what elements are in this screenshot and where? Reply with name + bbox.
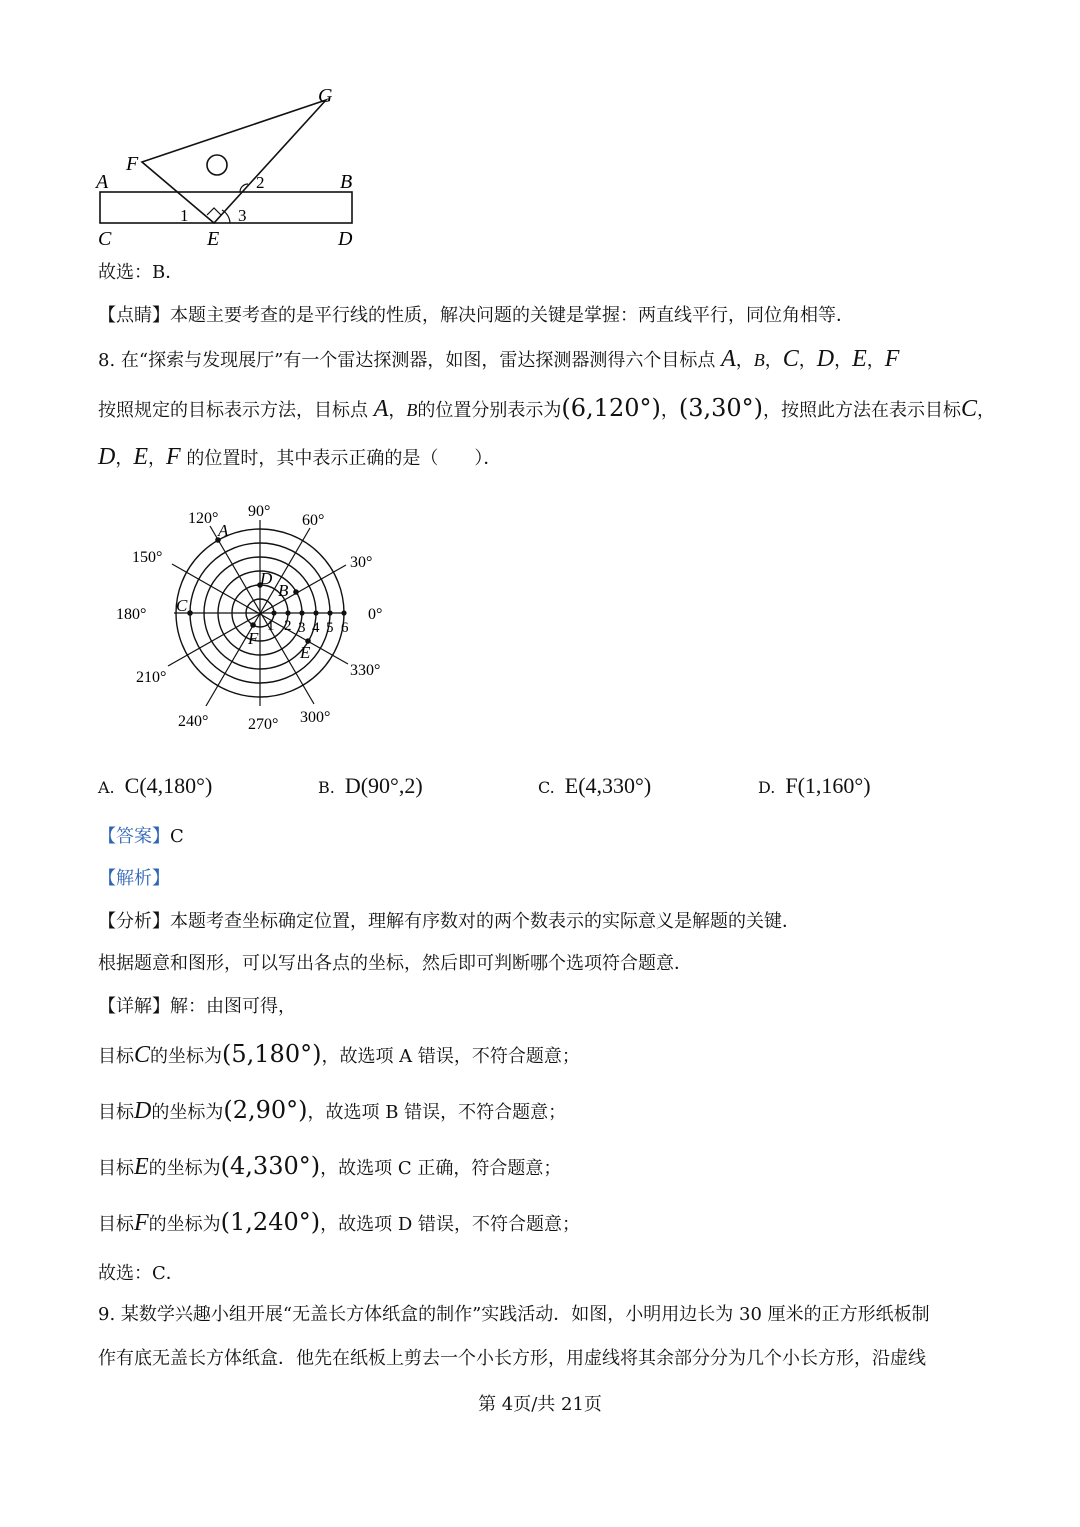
analysis-choice: 故选：C． [98, 1263, 184, 1284]
angle-150: 150° [132, 549, 163, 566]
item-e-pre: 目标 [98, 1158, 134, 1179]
strip-rectangle [100, 192, 352, 223]
label-G: G [318, 85, 333, 107]
item-d-pre: 目标 [98, 1102, 134, 1123]
parallel-lines-figure [90, 80, 380, 255]
dot-ring-3 [299, 610, 304, 615]
ring-label-1: 1 [267, 618, 275, 634]
point-C-ref: C [961, 396, 978, 422]
point-E-ref: E [133, 444, 149, 470]
q8-line-2: 按照规定的目标表示方法，目标点 A，B的位置分别表示为(6,120°)，(3,30°)，按照此方法在表示目标C， [98, 394, 996, 422]
label-F: F [126, 153, 139, 175]
angle-label-3: 3 [238, 206, 247, 225]
angle-210: 210° [136, 669, 167, 686]
option-d [758, 773, 871, 799]
analysis-item-e [98, 1152, 561, 1182]
ring-label-6: 6 [341, 620, 349, 636]
option-c-value: E(4,330°) [564, 773, 652, 798]
option-c [538, 773, 651, 799]
item-f-pre: 目标 [98, 1214, 134, 1235]
q8-number: 8. [98, 350, 116, 371]
dot-ring-2 [285, 610, 290, 615]
option-a [98, 773, 212, 799]
previous-choice: 故选：B． [98, 262, 184, 283]
dot-ring-4 [313, 610, 318, 615]
q8-text-1: 在“探索与发现展厅”有一个雷达探测器，如图，雷达探测器测得六个目标点 [120, 350, 716, 371]
angle-label-2: 2 [256, 173, 265, 192]
radar-label-D: D [260, 569, 273, 588]
previous-note: 【点睛】本题主要考查的是平行线的性质，解决问题的关键是掌握：两直线平行，同位角相等． [98, 305, 854, 326]
point-F: F [884, 346, 900, 372]
option-b-value: D(90°,2) [344, 773, 423, 798]
analysis-item-f [98, 1208, 580, 1238]
angle-90: 90° [248, 503, 271, 520]
dot-F [250, 622, 256, 628]
q9-line-2: 作有底无盖长方体纸盒．他先在纸板上剪去一个小长方形，用虚线将其余部分分为几个小长方形，沿虚线 [98, 1348, 926, 1369]
q8-line-3: D，E，F 的位置时，其中表示正确的是（ ）． [98, 444, 502, 470]
item-e-point: E [134, 1154, 149, 1180]
radar-label-C: C [176, 596, 188, 615]
ring-label-5: 5 [326, 620, 334, 636]
item-c-pre: 目标 [98, 1046, 134, 1067]
angle-240: 240° [178, 713, 209, 730]
label-B: B [340, 171, 353, 193]
ring-label-3: 3 [298, 620, 306, 636]
ring-label-4: 4 [312, 620, 320, 636]
analysis-detail: 【详解】解：由图可得， [98, 996, 296, 1017]
label-C: C [98, 228, 112, 250]
radar-figure [110, 498, 410, 738]
item-d-post: ，故选项 B 错误，不符合题意； [307, 1102, 567, 1123]
option-b [318, 773, 423, 799]
point-D-ref: D [98, 444, 116, 470]
point-F-ref: F [166, 444, 181, 470]
point-A-ref: A [373, 396, 389, 422]
dot-ring-1 [271, 610, 276, 615]
angle-330: 330° [350, 662, 381, 679]
angle-180: 180° [116, 606, 147, 623]
item-f-post: ，故选项 D 错误，不符合题意； [320, 1214, 580, 1235]
item-e-post: ，故选项 C 正确，符合题意； [320, 1158, 562, 1179]
triangle-hole [207, 155, 227, 175]
option-b-label: B. [318, 778, 335, 797]
angle-label-1: 1 [180, 206, 189, 225]
label-A: A [96, 171, 109, 193]
angle-0: 0° [368, 606, 383, 623]
dot-ring-6 [341, 610, 346, 615]
angle-60: 60° [302, 512, 325, 529]
item-d-coord: (2,90°) [223, 1096, 308, 1124]
option-a-value: C(4,180°) [124, 773, 213, 798]
angle-120: 120° [188, 510, 219, 527]
point-B: B [753, 350, 765, 370]
item-e-coord: (4,330°) [220, 1152, 321, 1180]
q9-line-1: 9. 某数学兴趣小组开展“无盖长方体纸盒的制作”实践活动．如图，小明用边长为 30 厘米的正方形纸板制 [98, 1304, 930, 1325]
answer-value: C [170, 826, 184, 847]
radar-label-A: A [218, 521, 229, 540]
dot-ring-5 [327, 610, 332, 615]
angle-30: 30° [350, 554, 373, 571]
q8-text-3: 的位置时，其中表示正确的是（ ）． [186, 448, 502, 469]
q8-line-1: 8. 在“探索与发现展厅”有一个雷达探测器，如图，雷达探测器测得六个目标点 A，B，C，D，E，F [98, 346, 900, 372]
answer-line [98, 826, 184, 848]
point-D: D [816, 346, 835, 372]
item-f-mid: 的坐标为 [148, 1214, 221, 1235]
analysis-line-2: 根据题意和图形，可以写出各点的坐标，然后即可判断哪个选项符合题意． [98, 953, 692, 974]
item-f-coord: (1,240°) [220, 1208, 321, 1236]
radar-label-B: B [278, 581, 289, 600]
dot-B [293, 589, 299, 595]
item-f-point: F [134, 1210, 149, 1236]
angle-270: 270° [248, 716, 279, 733]
coord-a: (6,120°) [561, 394, 661, 422]
q8-text-2b: 的位置分别表示为 [417, 400, 562, 421]
q8-text-2c: ，按照此方法在表示目标 [763, 400, 962, 421]
page-footer: 第 4页/共 21页 [478, 1394, 602, 1415]
option-d-label: D. [758, 778, 776, 797]
analysis-item-c [98, 1040, 580, 1070]
option-c-label: C. [538, 778, 555, 797]
label-E: E [207, 228, 220, 250]
label-D: D [338, 228, 353, 250]
q8-text-2a: 按照规定的目标表示方法，目标点 [98, 400, 368, 421]
analysis-tag: 【解析】 [98, 868, 170, 889]
angle-300: 300° [300, 709, 331, 726]
item-c-point: C [134, 1042, 151, 1068]
triangle-fgE [142, 100, 326, 223]
item-d-point: D [134, 1098, 152, 1124]
item-c-coord: (5,180°) [222, 1040, 322, 1068]
coord-b: (3,30°) [678, 394, 764, 422]
item-c-post: ，故选项 A 错误，不符合题意； [321, 1046, 580, 1067]
option-d-value: F(1,160°) [785, 773, 871, 798]
item-e-mid: 的坐标为 [148, 1158, 221, 1179]
point-C: C [782, 346, 799, 372]
ring-label-2: 2 [284, 618, 292, 634]
answer-tag: 【答案】 [98, 826, 170, 847]
item-d-mid: 的坐标为 [151, 1102, 224, 1123]
dot-C [187, 610, 193, 616]
right-angle-mark [207, 208, 221, 215]
option-a-label: A. [98, 778, 115, 797]
point-E: E [852, 346, 867, 372]
radar-label-E: E [300, 643, 311, 662]
point-B-ref: B [406, 400, 418, 420]
analysis-fenxi: 【分析】本题考查坐标确定位置，理解有序数对的两个数表示的实际意义是解题的关键． [98, 911, 800, 932]
analysis-item-d [98, 1096, 566, 1126]
item-c-mid: 的坐标为 [150, 1046, 223, 1067]
point-A: A [721, 346, 736, 372]
radar-label-F: F [248, 629, 259, 648]
